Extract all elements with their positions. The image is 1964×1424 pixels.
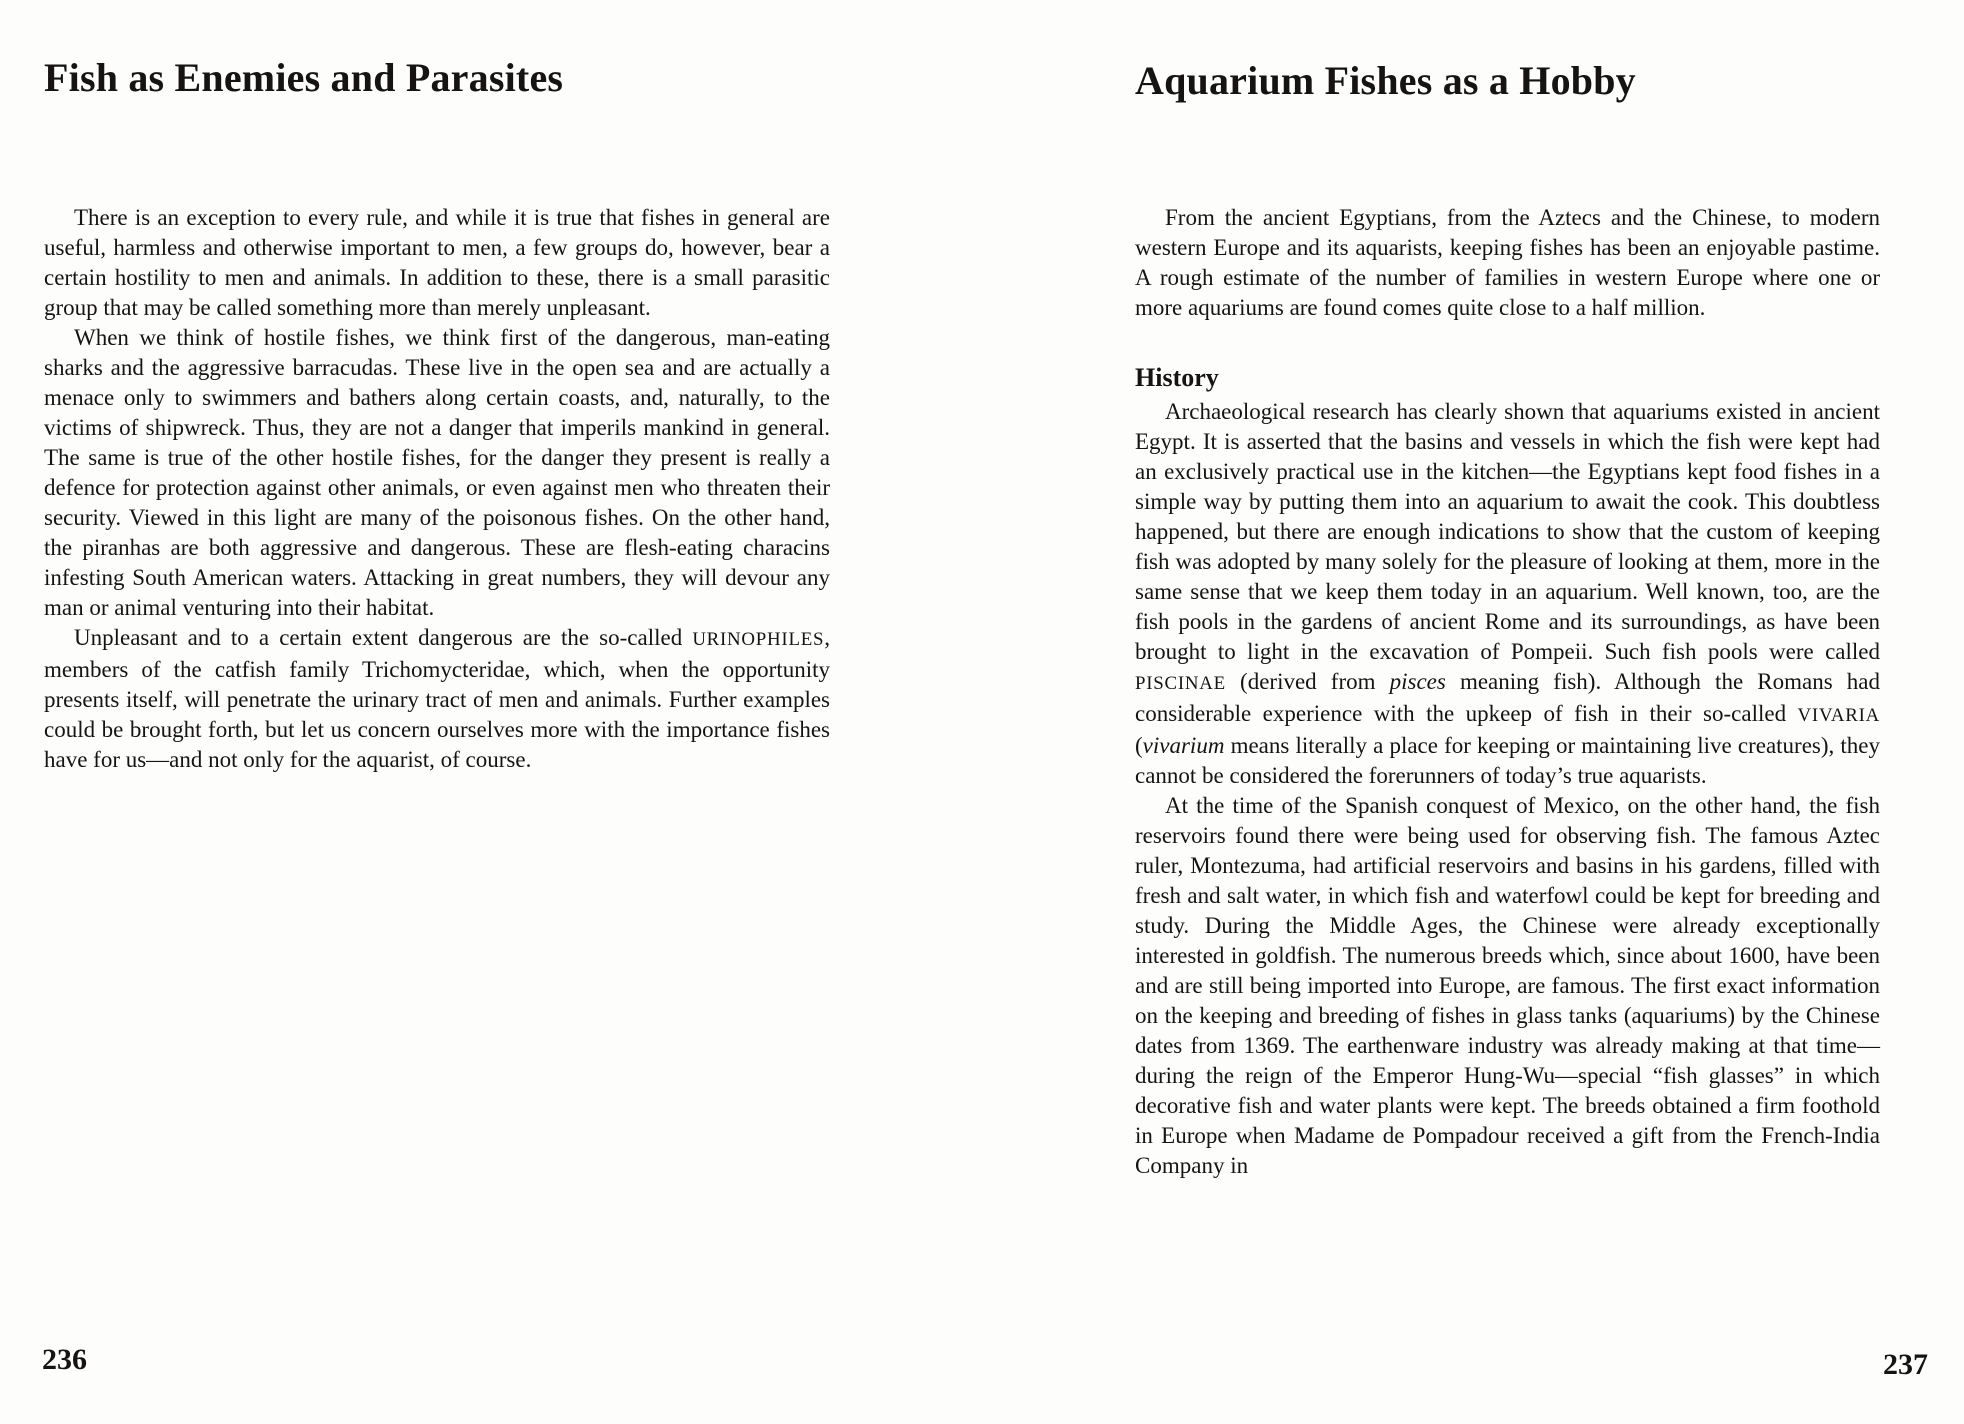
text-run: , members of the catfish family Trichomycteridae, which, when the opportunity presents itself, will penetrate the urinary tract of men and animals. Further examples could be brought forth, but let us concern ourselves more with the importance fishes have for us—and not only for the aquarist, of course. — [44, 625, 830, 772]
history-section-heading: History — [1135, 363, 1219, 392]
right-body-intro — [1135, 203, 1880, 323]
italic-term: vivarium — [1142, 733, 1225, 758]
right-body-history — [1135, 397, 1880, 1181]
text-run: (derived from — [1225, 669, 1390, 694]
text-run: Archaeological research has clearly shown that aquariums existed in ancient Egypt. It is asserted that the basins and vessels in which the fish were kept had an exclusively practical use in the kitchen—the Egyptians kept food fishes in a simple way by putting them into an aquarium to await the cook. This doubtless happened, but there are enough indications to show that the custom of keeping fish was adopted by many solely for the pleasure of looking at them, more in the same sense that we keep them today in an aquarium. Well known, too, are the fish pools in the gardens of ancient Rome and its surroundings, as have been brought to light in the excavation of Pompeii. Such fish pools were called — [1135, 399, 1880, 664]
text-run: There is an exception to every rule, and while it is true that fishes in general are useful, harmless and otherwise important to men, a few groups do, however, bear a certain hostility to men and animals. In addition to these, there is a small parasitic group that may be called something more than merely unpleasant. — [44, 205, 830, 320]
paragraph — [1135, 397, 1880, 791]
page-number-left: 236 — [42, 1343, 87, 1376]
paragraph — [44, 323, 830, 623]
text-run: When we think of hostile fishes, we think first of the dangerous, man-eating sharks and the aggressive barracudas. These live in the open sea and are actually a menace only to swimmers and bathers along certain coasts, and, naturally, to the victims of shipwreck. Thus, they are not a danger that imperils mankind in general. The same is true of the other hostile fishes, for the danger they present is really a defence for protection against other animals, or even against men who threaten their security. Viewed in this light are many of the poisonous fishes. On the other hand, the piranhas are both aggressive and dangerous. These are flesh-eating characins infesting South American waters. Attacking in great numbers, they will devour any man or animal venturing into their habitat. — [44, 325, 830, 620]
text-run: ( — [1135, 733, 1143, 758]
text-run: At the time of the Spanish conquest of Mexico, on the other hand, the fish reservoirs found there were being used for observing fish. The famous Aztec ruler, Montezuma, had artificial reservoirs and basins in his gardens, filled with fresh and salt water, in which fish and waterfowl could be kept for breeding and study. During the Middle Ages, the Chinese were already exceptionally interested in goldfish. The numerous breeds which, since about 1600, have been and are still being imported into Europe, are famous. The first exact information on the keeping and breeding of fishes in glass tanks (aquariums) by the Chinese dates from 1369. The earthenware industry was already making at that time—during the reign of the Emperor Hung-Wu—special “fish glasses” in which decorative fish and water plants were kept. The breeds obtained a firm foothold in Europe when Madame de Pompadour received a gift from the French-India Company in — [1135, 793, 1880, 1178]
small-caps-term: PISCINAE — [1135, 673, 1226, 694]
text-run: From the ancient Egyptians, from the Aztecs and the Chinese, to modern western Europe and its aquarists, keeping fishes has been an enjoyable pastime. A rough estimate of the number of families in western Europe where one or more aquariums are found comes quite close to a half million. — [1135, 205, 1880, 320]
paragraph — [44, 203, 830, 323]
page-number-right: 237 — [1883, 1348, 1928, 1381]
left-chapter-title: Fish as Enemies and Parasites — [44, 55, 564, 100]
text-run: meaning fish). Although the Romans had considerable experience with the upkeep of fish in their so-called — [1135, 669, 1880, 726]
text-run: means literally a place for keeping or maintaining live creatures), they cannot be considered the forerunners of today’s true aquarists. — [1135, 733, 1880, 788]
paragraph — [1135, 203, 1880, 323]
right-chapter-title: Aquarium Fishes as a Hobby — [1135, 58, 1636, 103]
italic-term: pisces — [1389, 669, 1446, 694]
left-body-text — [44, 203, 830, 775]
paragraph — [44, 623, 830, 775]
small-caps-term: VIVARIA — [1797, 705, 1880, 726]
page-right — [1135, 58, 1880, 1181]
text-run: Unpleasant and to a certain extent dangerous are the so-called — [74, 625, 693, 650]
small-caps-term: URINOPHILES — [692, 629, 825, 650]
page-left — [44, 55, 830, 775]
paragraph — [1135, 791, 1880, 1181]
